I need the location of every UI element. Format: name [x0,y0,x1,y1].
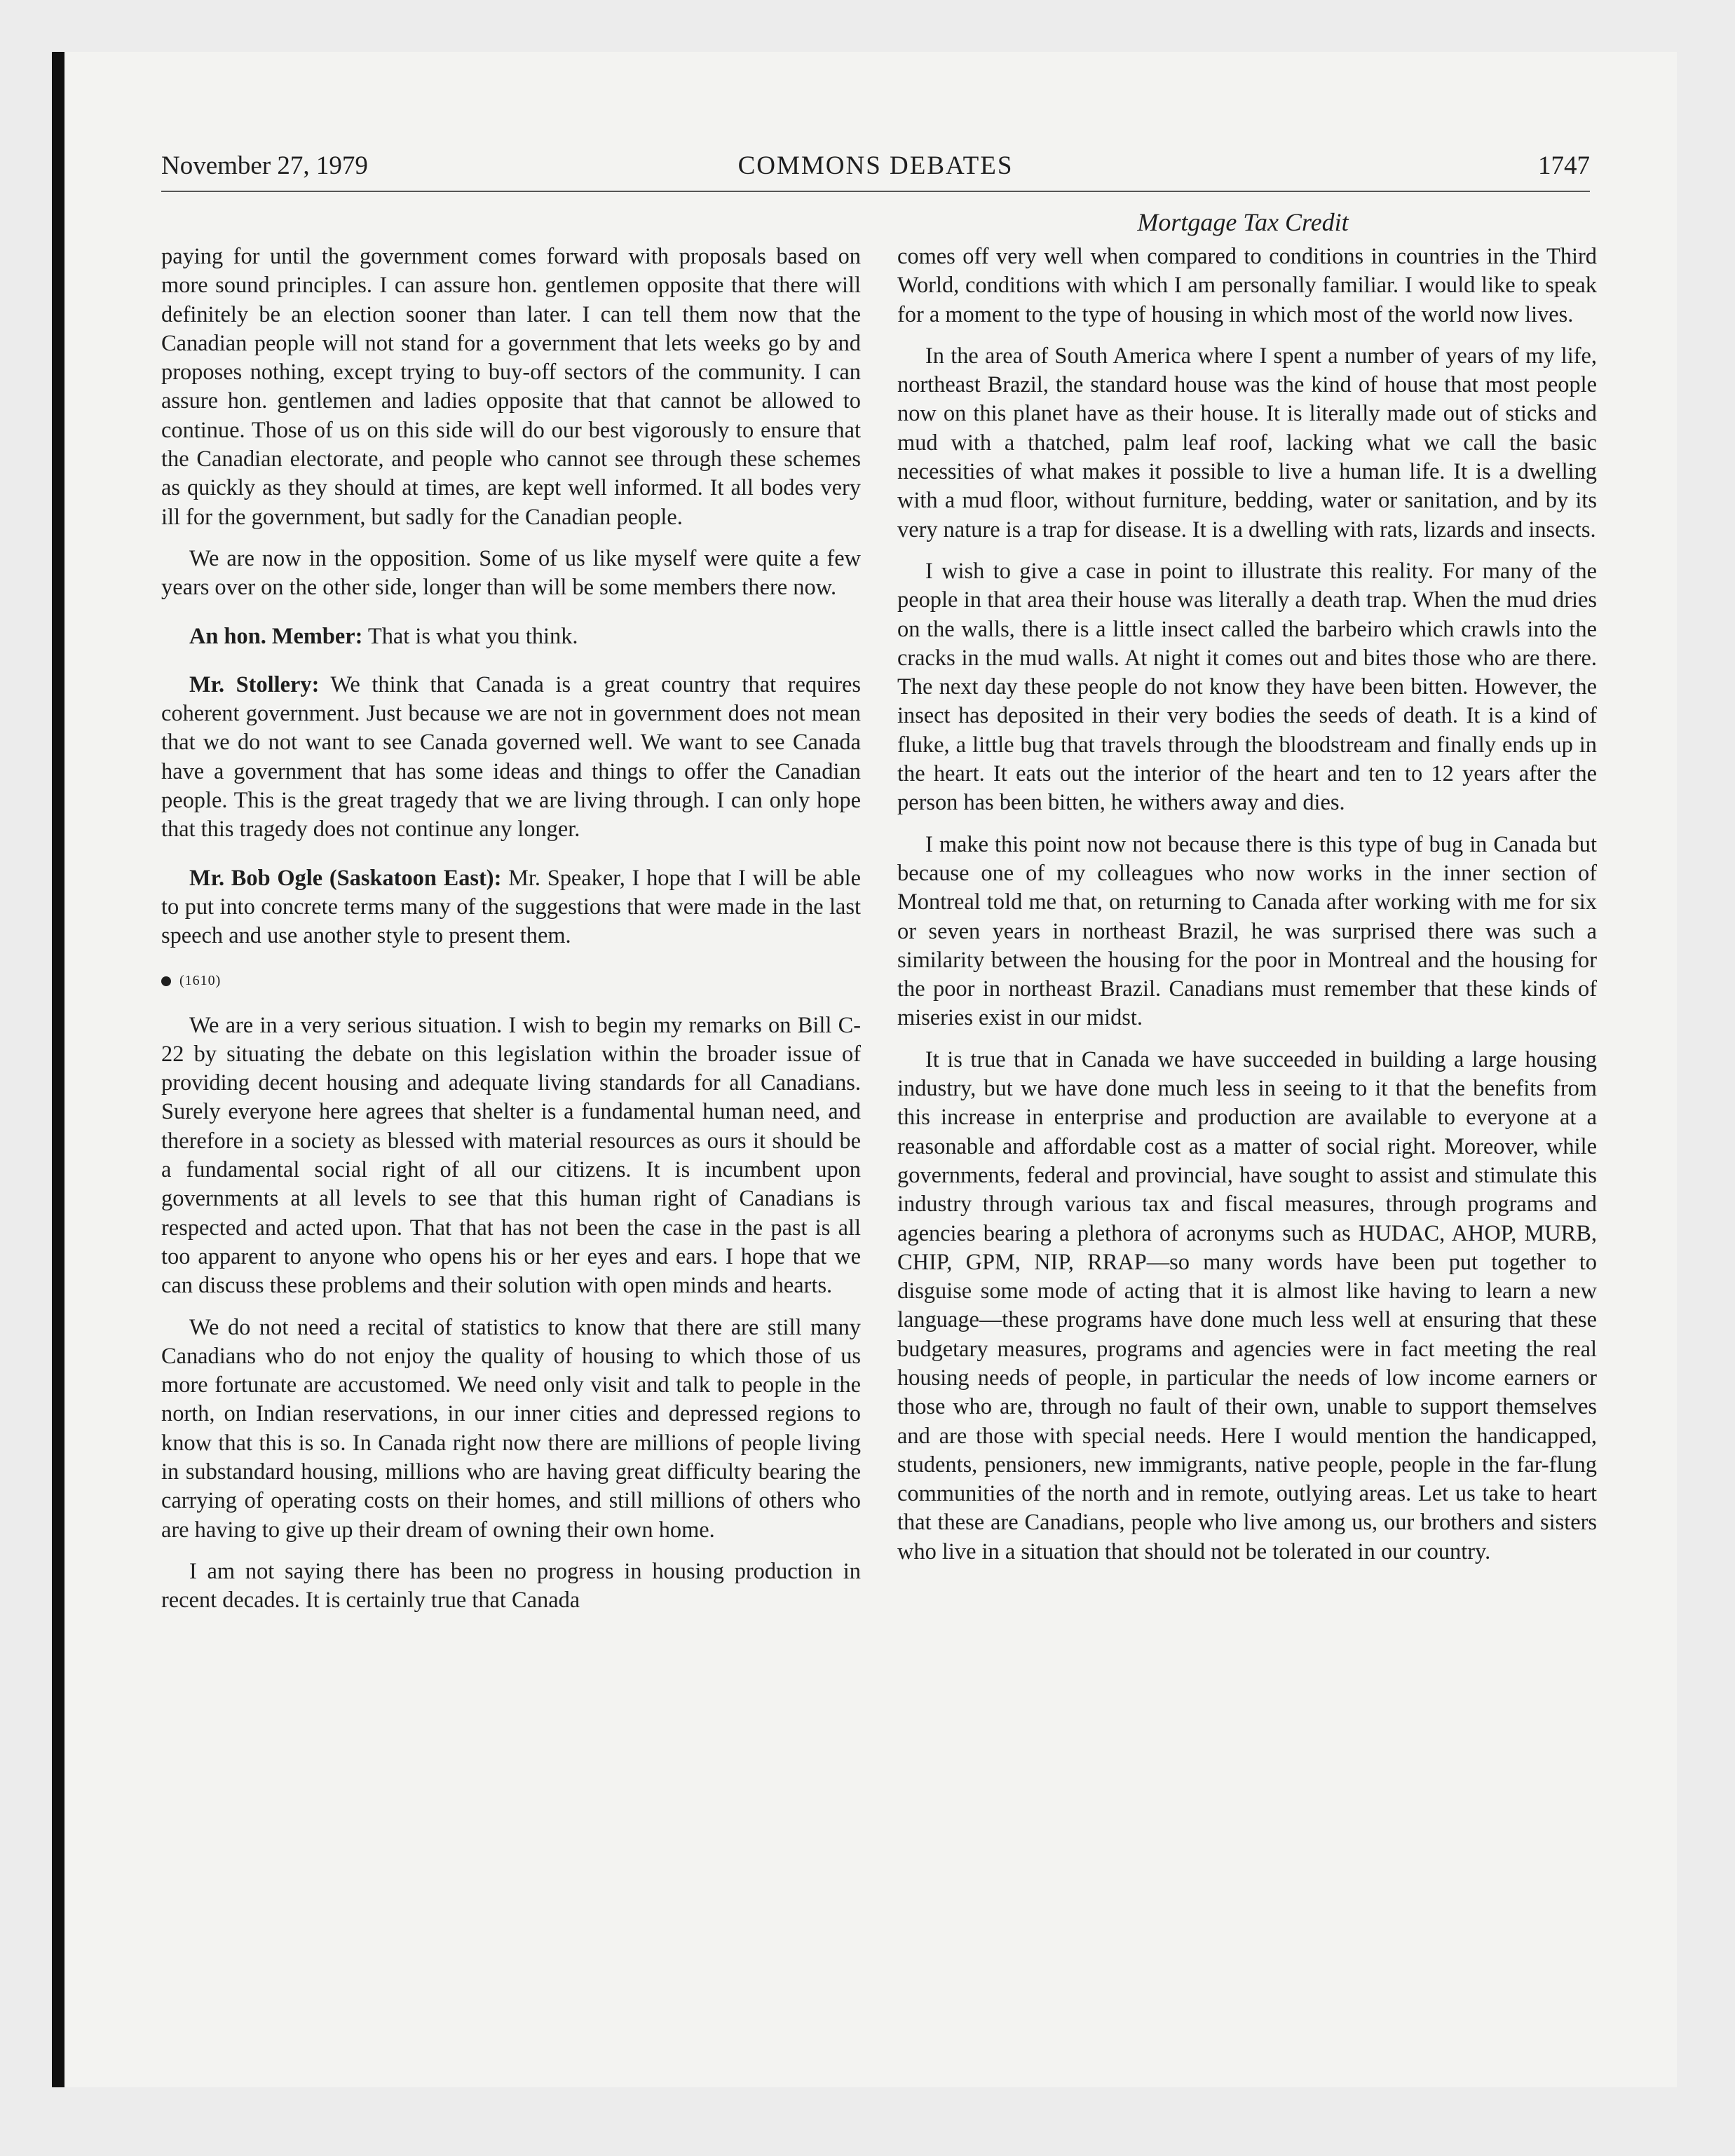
speech-paragraph [161,671,861,845]
paragraph: I wish to give a case in point to illustrate this reality. For many of the people in that area their house was literally a death trap. When the mud dries on the walls, there is a little insect called the barbeiro which crawls into the cracks in the mud walls. At night it comes out and bites those who are there. The next day these people do not know they have been bitten. However, the insect has deposited in their very bodies the seeds of death. It is a kind of fluke, a little bug that travels through the bloodstream and finally ends up in the heart. It eats out the interior of the heart and ten to 12 years after the person has been bitten, he withers away and dies. [897,558,1597,816]
paragraph: We are in a very serious situation. I wish to begin my remarks on Bill C-22 by situating the debate on this legislation within the broader issue of providing decent housing and adequate living standards for all Canadians. Surely everyone here agrees that shelter is a fundamental human need, and therefore in a society as blessed with material resources as ours it should be a fundamental social right of all our citizens. It is incumbent upon governments at all levels to see that this human right of Canadians is respected and acted upon. That that has not been the case in the past is all too apparent to anyone who opens his or her eyes and ears. I hope that we can discuss these problems and their solution with open minds and hearts. [161,1012,861,1299]
speaker-name: An hon. Member: [189,623,363,649]
paragraph: comes off very well when compared to conditions in countries in the Third World, conditions with which I am personally familiar. I would like to speak for a moment to the type of housing in which most of the world now lives. [897,244,1597,327]
timestamp-text: (1610) [179,972,222,988]
page-header [161,149,1590,192]
bullet-icon [161,976,171,986]
paragraph: I make this point now not because there is this type of bug in Canada but because one of my colleagues who now works in the inner section of Montreal told me that, on returning to Canada after working with me for six or seven years in northeast Brazil, he was surprised there was such a similarity between the housing for the poor in Montreal and the housing for the poor in northeast Brazil. Canadians must remember that these kinds of miseries exist in our midst. [897,831,1597,1031]
speech-paragraph [161,622,861,651]
timestamp-marker [161,968,861,993]
paragraph: I am not saying there has been no progress in housing production in recent decades. It is certainly true that Canada [161,1558,861,1613]
speech-text: We think that Canada is a great country that requires coherent government. Just because we are not in government does not mean that we do not want to see Canada governed well. We want to see Canada have a government that has some ideas and things to offer the Canadian people. This is the great tragedy that we are living through. I can only hope that this tragedy does not continue any longer. [161,671,861,842]
speech-paragraph [161,864,861,951]
header-title: COMMONS DEBATES [737,151,1014,180]
header-page-number: 1747 [1538,151,1590,180]
header-date: November 27, 1979 [161,151,368,180]
scan-edge-bar [52,52,64,2087]
paragraph: In the area of South America where I spent a number of years of my life, northeast Brazil, the standard house was the kind of house that most people now on this planet have as their house. It is literally made out of sticks and mud with a thatched, palm leaf roof, lacking what we call the basic necessities of what makes it possible to live a human life. It is a dwelling with a mud floor, without furniture, bedding, water or sanitation, and by its very nature is a trap for disease. It is a dwelling with rats, lizards and insects. [897,343,1597,543]
speech-text: Mr. Speaker, I hope that I will be able to put into concrete terms many of the suggestions that were made in the last speech and use another style to present them. [161,865,861,949]
speech-text: That is what you think. [362,623,578,649]
paragraph: We are now in the opposition. Some of us like myself were quite a few years over on the other side, longer than will be some members there now. [161,545,861,601]
paragraph: It is true that in Canada we have succeeded in building a large housing industry, but we have done much less in seeing to it that the benefits from this increase in enterprise and production are available to everyone at a reasonable and affordable cost as a matter of social right. Moreover, while governments, federal and provincial, have sought to assist and stimulate this industry through various tax and fiscal measures, through programs and agencies bearing a plethora of acronyms such as HUDAC, AHOP, MURB, CHIP, GPM, NIP, RRAP—so many words have been put together to disguise some mode of acting that it is almost like having to learn a new language—these programs have done much less well at ensuring that these budgetary measures, programs and agencies were in fact meeting the real housing needs of people, in particular the needs of low income earners or those who are, through no fault of their own, unable to support themselves and are those with special needs. Here I would mention the handicapped, students, pensioners, new immigrants, native people, people in the far-flung communities of the north and in remote, outlying areas. Let us take to heart that these are Canadians, people who live among us, our brothers and sisters who live in a situation that should not be tolerated in our country. [897,1046,1597,1564]
right-column [897,243,1597,1579]
paragraph: paying for until the government comes forward with proposals based on more sound principles. I can assure hon. gentlemen opposite that there will definitely be an election sooner than later. I can tell them now that the Canadian people will not stand for a government that lets weeks go by and proposes nothing, except trying to buy-off sectors of the community. I can assure hon. gentlemen and ladies opposite that that cannot be allowed to continue. Those of us on this side will do our best vigorously to ensure that the Canadian electorate, and people who cannot see through these schemes as quickly as they should at times, are kept well informed. It all bodes very ill for the government, but sadly for the Canadian people. [161,244,861,530]
speaker-name: Mr. Bob Ogle (Saskatoon East): [189,865,502,891]
paragraph: We do not need a recital of statistics to know that there are still many Canadians who do not enjoy the quality of housing to which those of us more fortunate are accustomed. We need only visit and talk to people in the north, on Indian reservations, in our inner cities and depressed regions to know that this is so. In Canada right now there are millions of people living in substandard housing, millions who are having great difficulty bearing the carrying of operating costs on their homes, and still millions of others who are having to give up their dream of owning their own home. [161,1314,861,1543]
left-column [161,243,861,1628]
speaker-name: Mr. Stollery: [189,671,320,697]
running-subject: Mortgage Tax Credit [1137,208,1349,236]
